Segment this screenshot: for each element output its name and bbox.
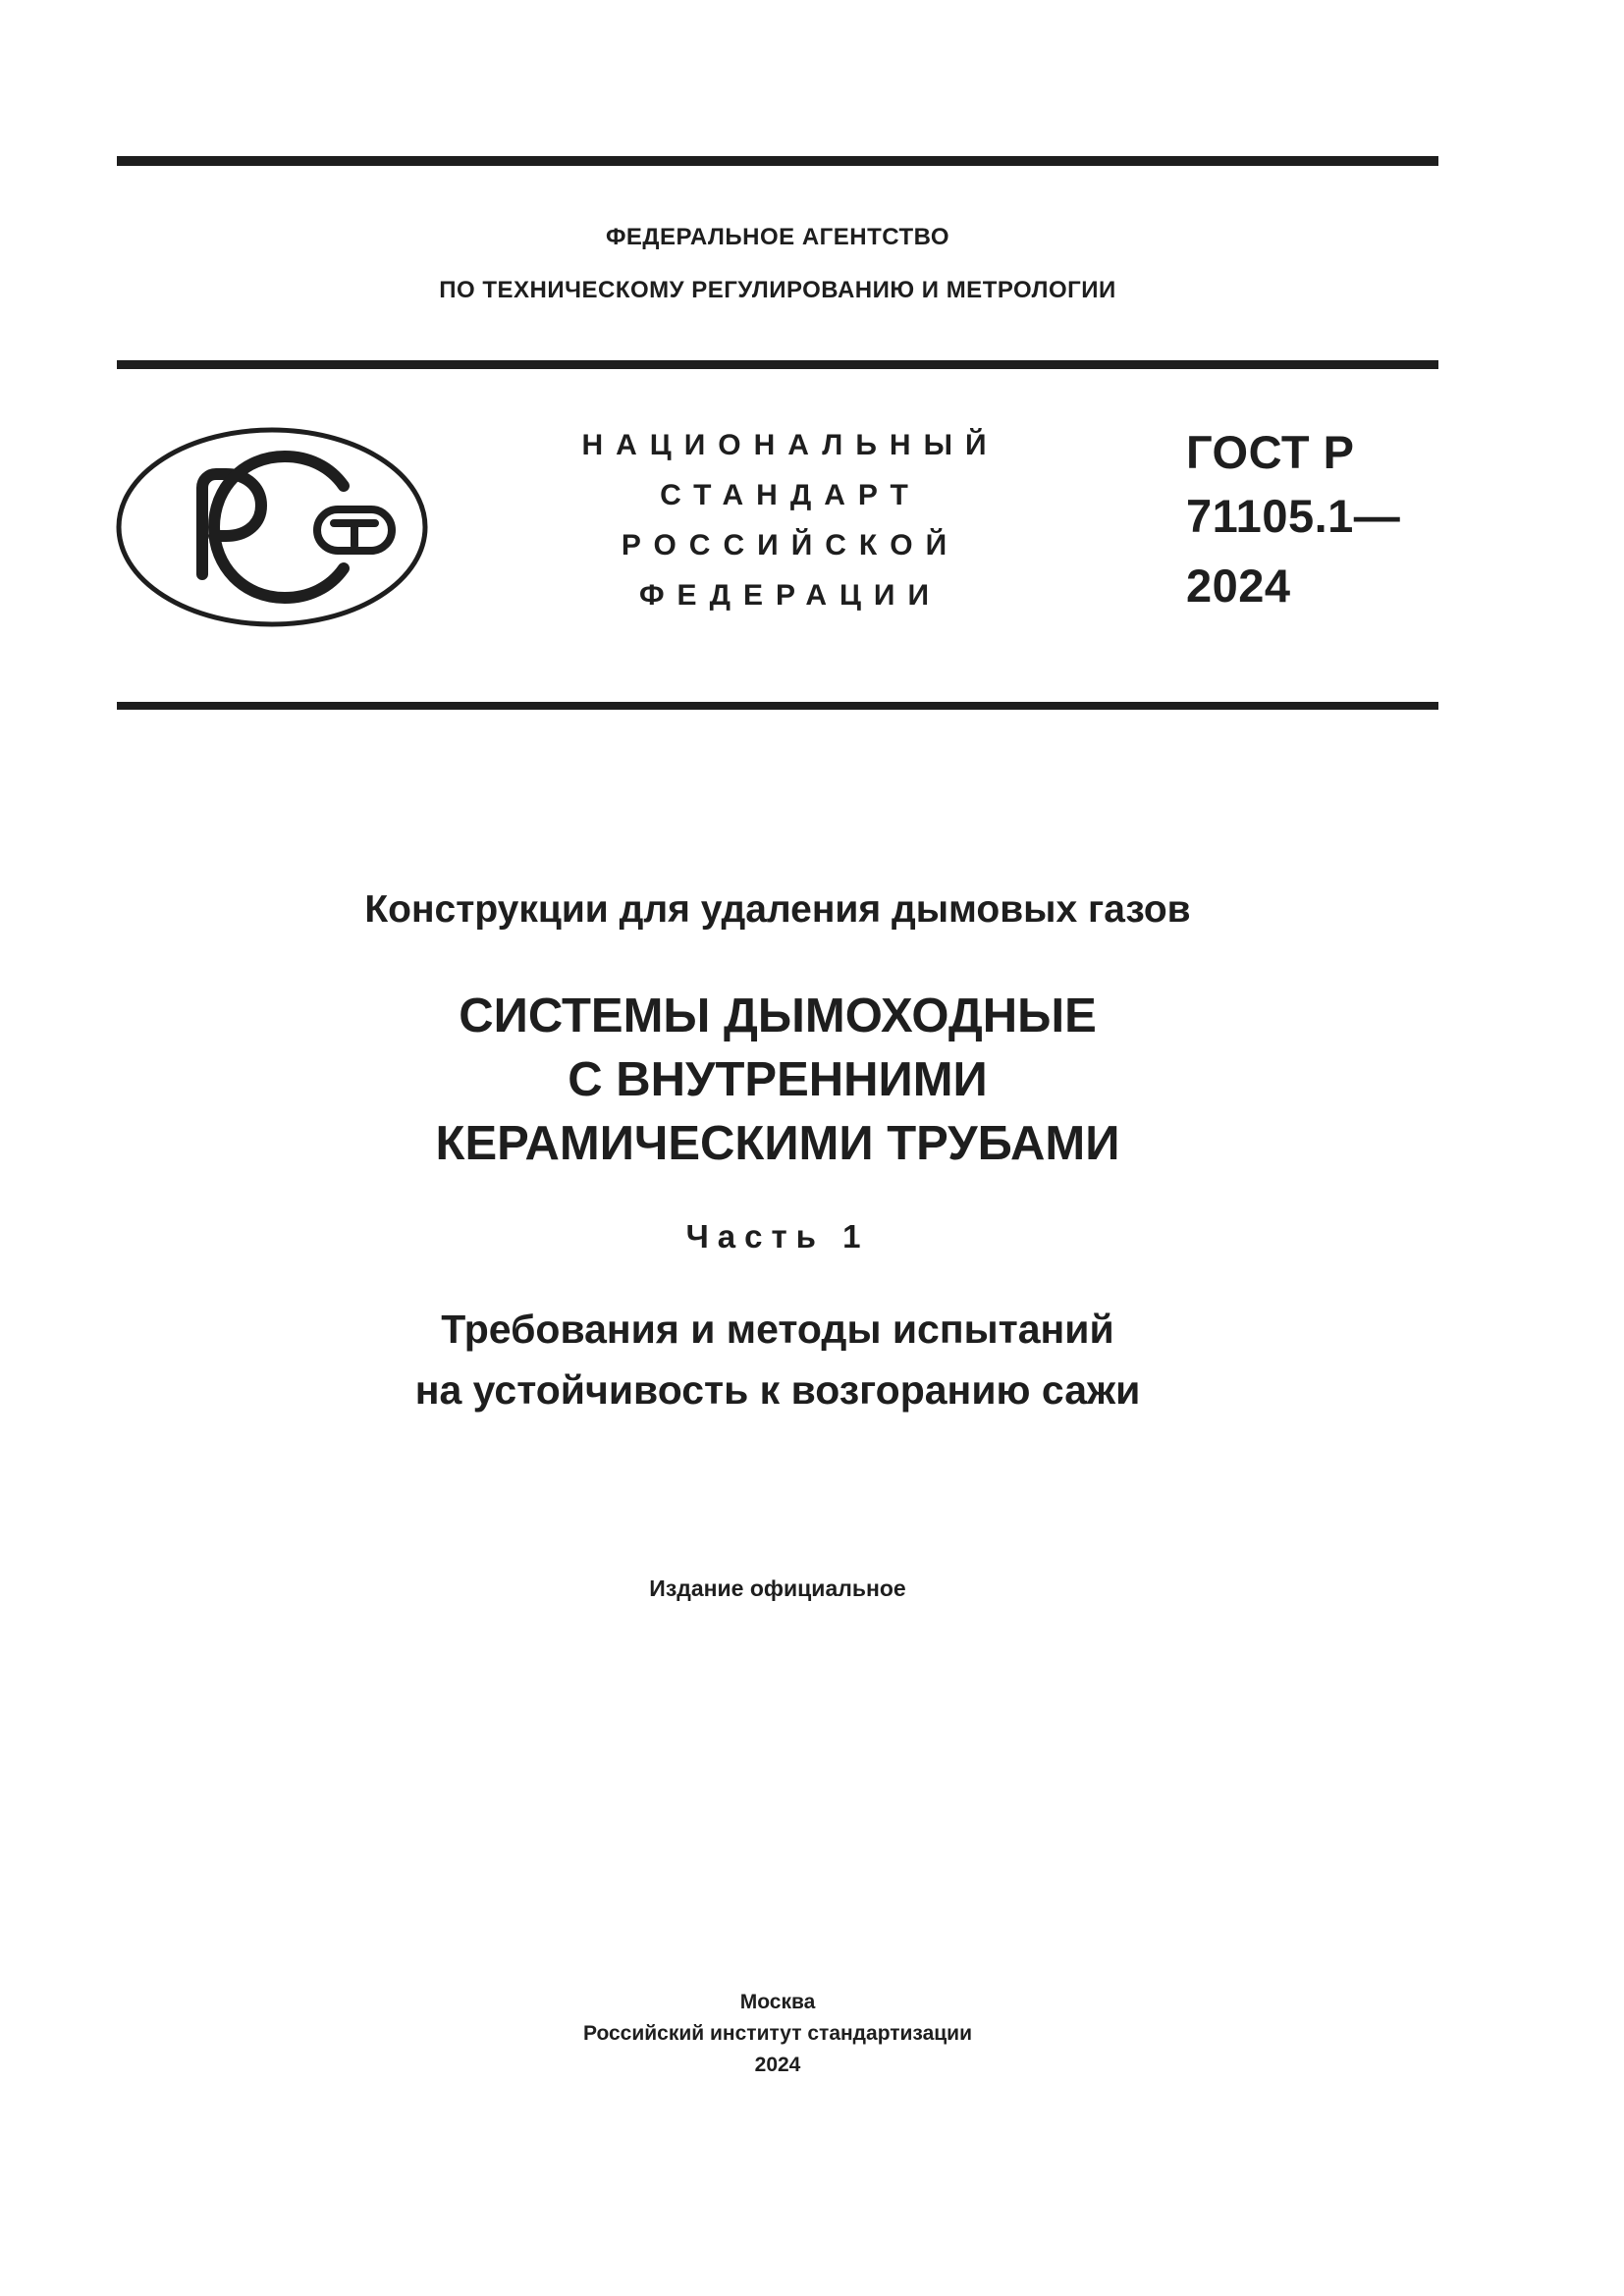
national-standard-line-1: НАЦИОНАЛЬНЫЙ xyxy=(581,429,1000,461)
national-standard-line-4: ФЕДЕРАЦИИ xyxy=(638,579,943,612)
header-rule xyxy=(117,360,1438,369)
rst-certification-mark-icon xyxy=(116,427,428,627)
top-rule xyxy=(117,156,1438,166)
main-title-line-3: КЕРАМИЧЕСКИМИ ТРУБАМИ xyxy=(435,1117,1120,1170)
edition-note: Издание официальное xyxy=(649,1575,906,1601)
designation-rule xyxy=(117,702,1438,710)
standard-designation-line-3: 2024 xyxy=(1186,560,1291,612)
standard-designation-line-2: 71105.1— xyxy=(1186,490,1401,542)
subject-title: Конструкции для удаления дымовых газов xyxy=(364,888,1191,931)
national-standard-line-2: СТАНДАРТ xyxy=(660,479,921,511)
national-standard-line-3: РОССИЙСКОЙ xyxy=(621,529,960,561)
imprint-city: Москва xyxy=(739,1991,816,2013)
imprint-publisher: Российский институт стандартизации xyxy=(582,2022,973,2045)
agency-name-line-2: ПО ТЕХНИЧЕСКОМУ РЕГУЛИРОВАНИЮ И МЕТРОЛОГИИ xyxy=(439,277,1116,303)
part-number: Часть 1 xyxy=(685,1218,870,1255)
main-title-line-2: С ВНУТРЕННИМИ xyxy=(568,1053,988,1106)
requirements-title-line-1: Требования и методы испытаний xyxy=(441,1307,1114,1352)
requirements-title-line-2: на устойчивость к возгоранию сажи xyxy=(414,1367,1141,1413)
imprint-year: 2024 xyxy=(754,2054,801,2076)
agency-name-line-1: ФЕДЕРАЛЬНОЕ АГЕНТСТВО xyxy=(605,224,950,250)
standard-designation-line-1: ГОСТ Р xyxy=(1186,426,1355,478)
main-title-line-1: СИСТЕМЫ ДЫМОХОДНЫЕ xyxy=(459,989,1097,1042)
